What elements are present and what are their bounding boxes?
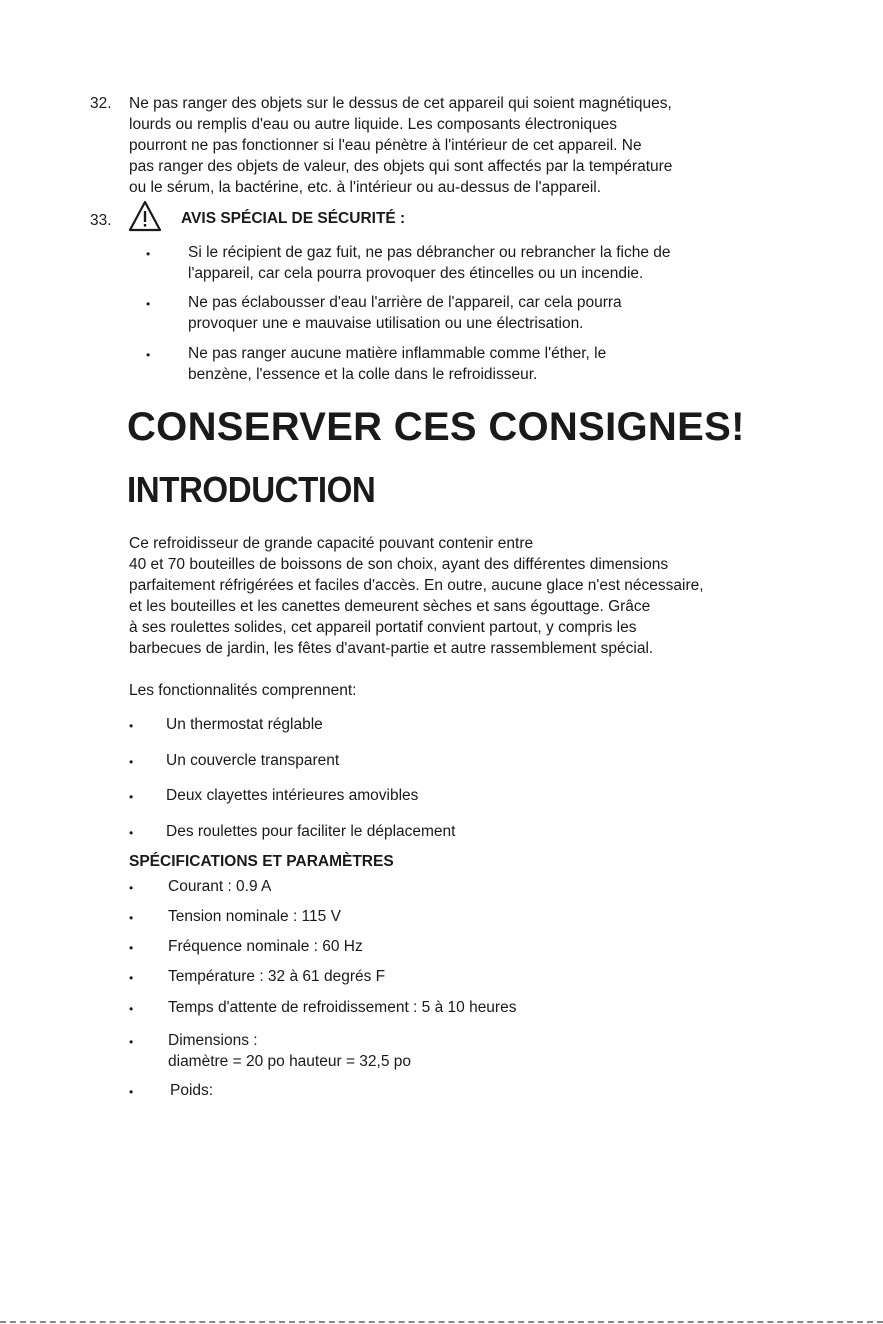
- feature-item: Des roulettes pour faciliter le déplacement: [166, 823, 456, 840]
- spec-item: Poids:: [170, 1082, 214, 1099]
- text-line: à ses roulettes solides, cet appareil portatif convient partout, y compris les: [129, 619, 637, 636]
- feature-item: Un thermostat réglable: [166, 716, 323, 733]
- safety-bullet-1: [188, 242, 718, 284]
- spec-item: Tension nominale : 115 V: [168, 908, 341, 925]
- spec-item: Fréquence nominale : 60 Hz: [168, 938, 363, 955]
- item-number-32: 32.: [90, 95, 112, 112]
- bullet: •: [129, 1035, 134, 1049]
- text-line: barbecues de jardin, les fêtes d'avant-partie et autre rassemblement spécial.: [129, 640, 654, 657]
- bullet: •: [129, 719, 134, 733]
- text-line: pas ranger des objets de valeur, des objets qui sont affectés par la température: [129, 158, 673, 175]
- spec-item-dimensions: [168, 1030, 411, 1072]
- text-line: Ne pas ranger aucune matière inflammable comme l'éther, le: [188, 345, 607, 362]
- warning-triangle-icon: [128, 200, 162, 232]
- features-intro: Les fonctionnalités comprennent:: [129, 682, 357, 699]
- text-line: Dimensions :: [168, 1032, 258, 1049]
- safety-bullet-3: [188, 343, 718, 385]
- item-number-33: 33.: [90, 212, 112, 229]
- bullet: •: [129, 911, 134, 925]
- bullet: •: [129, 1085, 134, 1099]
- text-line: pourront ne pas fonctionner si l'eau pénètre à l'intérieur de cet appareil. Ne: [129, 137, 642, 154]
- spec-item: Courant : 0.9 A: [168, 878, 272, 895]
- bullet: •: [146, 247, 151, 261]
- feature-item: Deux clayettes intérieures amovibles: [166, 787, 419, 804]
- text-line: provoquer une e mauvaise utilisation ou une électrisation.: [188, 315, 584, 332]
- text-line: ou le sérum, la bactérine, etc. à l'intérieur ou au-dessus de l'appareil.: [129, 179, 602, 196]
- intro-paragraph: [129, 533, 749, 659]
- safety-bullet-2: [188, 292, 718, 334]
- text-line: benzène, l'essence et la colle dans le refroidisseur.: [188, 366, 538, 383]
- page-bottom-dashed-line: [0, 1321, 883, 1323]
- specifications-heading: SPÉCIFICATIONS ET PARAMÈTRES: [129, 853, 394, 870]
- text-line: lourds ou remplis d'eau ou autre liquide. Les composants électroniques: [129, 116, 618, 133]
- text-line: Ce refroidisseur de grande capacité pouvant contenir entre: [129, 535, 534, 552]
- safety-notice-title: AVIS SPÉCIAL DE SÉCURITÉ :: [181, 210, 406, 227]
- spec-item: Temps d'attente de refroidissement : 5 à 10 heures: [168, 999, 517, 1016]
- text-line: parfaitement réfrigérées et faciles d'accès. En outre, aucune glace n'est nécessaire,: [129, 577, 704, 594]
- text-line: et les bouteilles et les canettes demeurent sèches et sans égouttage. Grâce: [129, 598, 651, 615]
- bullet: •: [146, 348, 151, 362]
- bullet: •: [129, 971, 134, 985]
- bullet: •: [129, 826, 134, 840]
- save-instructions-heading: CONSERVER CES CONSIGNES!: [127, 405, 745, 449]
- text-line: l'appareil, car cela pourra provoquer des étincelles ou un incendie.: [188, 265, 644, 282]
- bullet: •: [146, 297, 151, 311]
- text-line: Si le récipient de gaz fuit, ne pas débrancher ou rebrancher la fiche de: [188, 244, 671, 261]
- bullet: •: [129, 755, 134, 769]
- text-line: Ne pas ranger des objets sur le dessus de cet appareil qui soient magnétiques,: [129, 95, 672, 112]
- feature-item: Un couvercle transparent: [166, 752, 340, 769]
- item-32-text: [129, 93, 729, 198]
- dimensions-detail: diamètre = 20 po hauteur = 32,5 po: [168, 1053, 412, 1070]
- bullet: •: [129, 881, 134, 895]
- bullet: •: [129, 941, 134, 955]
- bullet: •: [129, 1002, 134, 1016]
- introduction-heading: INTRODUCTION: [127, 469, 376, 510]
- bullet: •: [129, 790, 134, 804]
- text-line: Ne pas éclabousser d'eau l'arrière de l'appareil, car cela pourra: [188, 294, 622, 311]
- text-line: 40 et 70 bouteilles de boissons de son choix, ayant des différentes dimensions: [129, 556, 669, 573]
- spec-item: Température : 32 à 61 degrés F: [168, 968, 386, 985]
